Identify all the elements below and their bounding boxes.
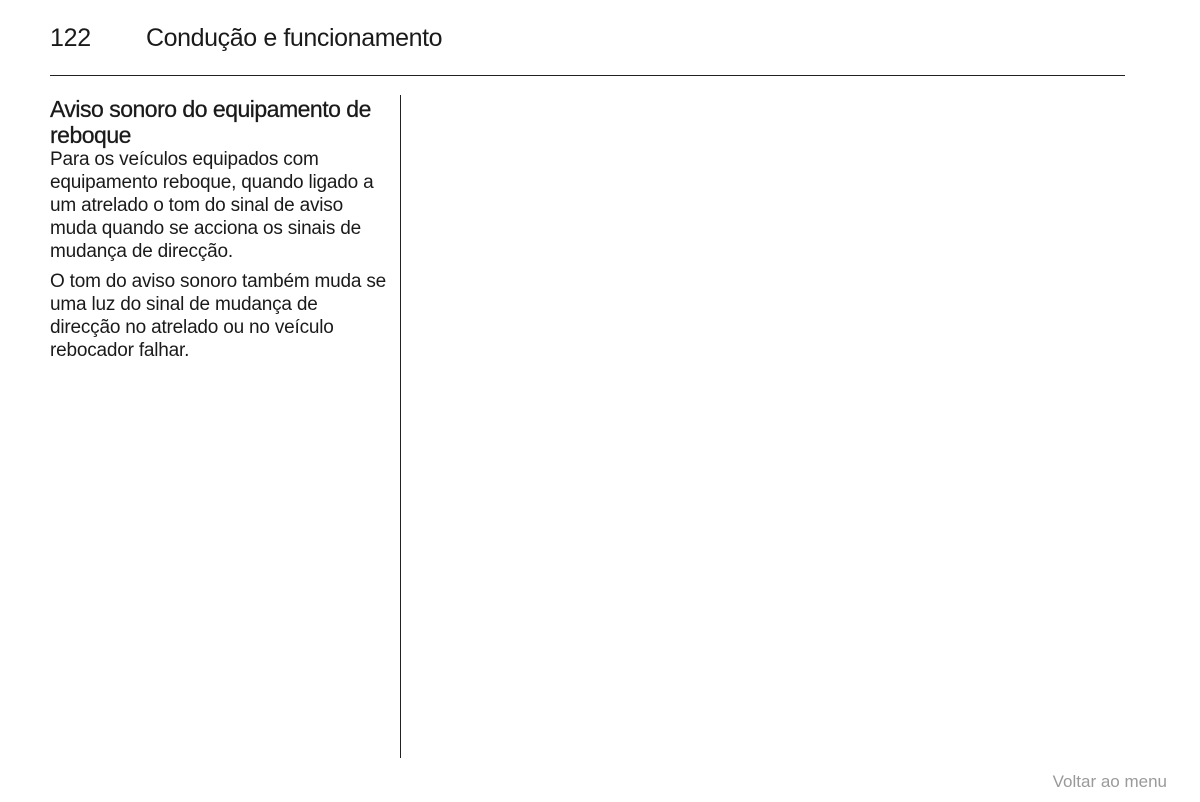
section-heading: Aviso sonoro do equipamento de reboque [50,96,371,148]
page-number: 122 [50,24,91,52]
page-header [50,24,442,58]
chapter-title: Condução e funcionamento [146,24,443,52]
paragraph-2: O tom do aviso sonoro também muda se uma luz do sinal de mudança de direcção no atrelado ou no veículo rebocador falhar. [50,271,387,361]
column-divider [400,95,401,758]
header-divider [50,75,1125,76]
left-column [50,96,390,369]
paragraph-1: Para os veículos equipados com equipamento reboque, quando ligado a um atrelado o tom do sinal de aviso muda quando se acciona os sinais de mudança de direcção. [50,149,374,262]
back-to-menu-link[interactable]: Voltar ao menu [1052,772,1167,791]
